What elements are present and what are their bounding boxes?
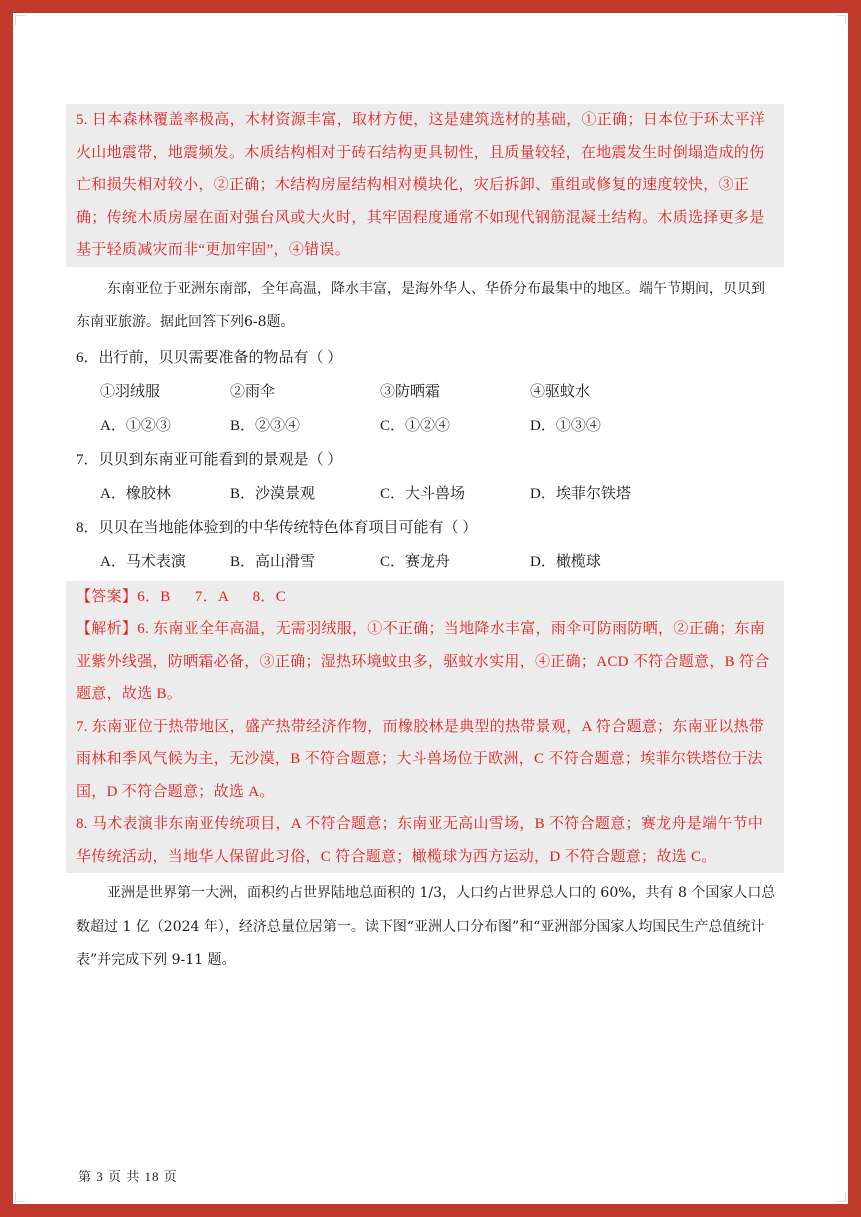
q8-option-d: D．橄榄球 (530, 553, 601, 570)
answer-line: 【答案】6．B 7．A 8．C (76, 588, 287, 605)
q7-option-a: A．橡胶林 (100, 485, 171, 502)
corner-ornament (15, 1192, 25, 1202)
q6-items (66, 375, 784, 409)
q7-option-b: B．沙漠景观 (230, 485, 316, 502)
q8-option-a: A．马术表演 (100, 553, 186, 570)
q6-item: ③防晒霜 (380, 383, 441, 400)
q6-stem: 6．出行前，贝贝需要准备的物品有（ ） (76, 349, 343, 366)
q7-option-c: C．大斗兽场 (380, 485, 466, 502)
analysis-8: 8. 马术表演非东南亚传统项目，A 不符合题意；东南亚无高山雪场，B 不符合题意；赛龙舟是端午节中华传统活动，当地华人保留此习俗，C 符合题意；橄榄球为西方运动，D 不符合题意；故选 C。 (76, 816, 764, 865)
answer-section (66, 581, 784, 874)
corner-ornament (15, 15, 25, 25)
intro-9-11: 亚洲是世界第一大洲，面积约占世界陆地总面积的 1/3，人口约占世界总人口的 60%，共有 8 个国家人口总数超过 1 亿（2024 年），经济总量位居第一。读下图“亚洲人口分布图”和“亚洲部分国家人均国民生产总值统计表”并完成下列 9-11 题。 (76, 885, 776, 968)
analysis-6: 【解析】6. 东南亚全年高温，无需羽绒服，①不正确；当地降水丰富，雨伞可防雨防晒，②正确；东南亚紫外线强，防晒霜必备，③正确；湿热环境蚊虫多，驱蚊水实用，④正确；ACD 不符合题意，B 符合题意，故选 B。 (76, 621, 770, 702)
q6-item: ④驱蚊水 (530, 383, 591, 400)
q8-option-b: B．高山滑雪 (230, 553, 316, 570)
q7-options (66, 477, 784, 511)
q6-option-c: C．①②④ (380, 417, 451, 434)
q7-stem: 7．贝贝到东南亚可能看到的景观是（ ） (76, 451, 343, 468)
analysis-7: 7. 东南亚位于热带地区，盛产热带经济作物，而橡胶林是典型的热带景观，A 符合题意；东南亚以热带雨林和季风气候为主，无沙漠，B 不符合题意；大斗兽场位于欧洲，C 不符合题意；埃菲尔铁塔位于法国，D 不符合题意；故选 A。 (76, 718, 765, 800)
q8-stem: 8．贝贝在当地能体验到的中华传统特色体育项目可能有（ ） (76, 519, 478, 536)
q6-item: ①羽绒服 (100, 383, 161, 400)
q7-option-d: D．埃菲尔铁塔 (530, 485, 631, 502)
q8-option-c: C．赛龙舟 (380, 553, 451, 570)
corner-ornament (836, 15, 846, 25)
page-footer: 第 3 页 共 18 页 (78, 1169, 178, 1184)
q5-explanation: 5. 日本森林覆盖率极高，木材资源丰富，取材方便，这是建筑选材的基础，①正确；日本位于环太平洋火山地震带，地震频发。木质结构相对于砖石结构更具韧性，且质量较轻，在地震发生时倒塌造成的伤亡和损失相对较小，②正确；木结构房屋结构相对模块化，灾后拆卸、重组或修复的速度较快，③正确；传统木质房屋在面对强台风或大火时，其牢固程度通常不如现代钢筋混凝土结构。木质选择更多是基于轻质减灾而非“更加牢固”，④错误。 (66, 104, 784, 267)
q6-option-a: A．①②③ (100, 417, 171, 434)
q6-item: ②雨伞 (230, 383, 276, 400)
q6-options (66, 409, 784, 443)
q6-option-d: D．①③④ (530, 417, 601, 434)
intro-6-8: 东南亚位于亚洲东南部，全年高温，降水丰富，是海外华人、华侨分布最集中的地区。端午节期间，贝贝到东南亚旅游。据此回答下列6-8题。 (76, 280, 765, 330)
corner-ornament (836, 1192, 846, 1202)
document-content (66, 104, 784, 978)
q6-option-b: B．②③④ (230, 417, 301, 434)
q8-options (66, 545, 784, 579)
